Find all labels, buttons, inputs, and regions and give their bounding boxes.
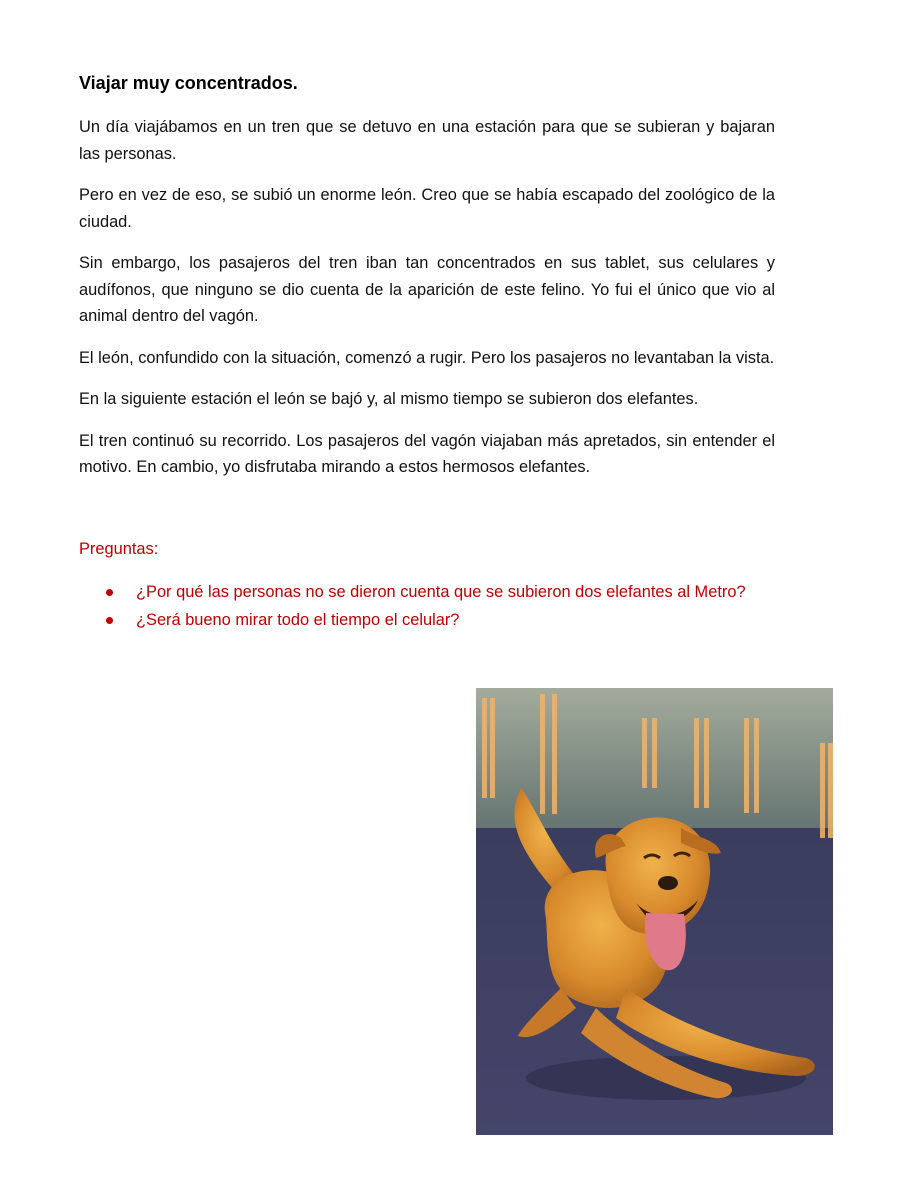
- question-text: ¿Por qué las personas no se dieron cuenta que se subieron dos elefantes al Metro?: [136, 582, 746, 601]
- story-paragraph: Sin embargo, los pasajeros del tren iban tan concentrados en sus tablet, sus celulares y audífonos, que ninguno se dio cuenta de la aparición de este felino. Yo fui el único que vio al animal dentro del vagón.: [79, 254, 775, 325]
- story-paragraph: En la siguiente estación el león se bajó y, al mismo tiempo se subieron dos elefantes.: [79, 390, 699, 408]
- story-paragraph: El león, confundido con la situación, comenzó a rugir. Pero los pasajeros no levantaban la vista.: [79, 348, 775, 367]
- questions-list: [79, 578, 775, 634]
- question-item: [79, 606, 775, 634]
- bullet-icon: [106, 589, 113, 596]
- question-item: [79, 578, 775, 606]
- question-text: ¿Será bueno mirar todo el tiempo el celular?: [136, 610, 460, 629]
- story-content: [79, 70, 775, 634]
- dog-illustration: [476, 688, 833, 1135]
- questions-heading: Preguntas:: [79, 539, 159, 558]
- dog-nose: [658, 876, 678, 890]
- story-paragraph: Un día viajábamos en un tren que se detuvo en una estación para que se subieran y bajaran las personas.: [79, 118, 775, 163]
- story-title: Viajar muy concentrados.: [79, 73, 298, 93]
- story-paragraph: El tren continuó su recorrido. Los pasajeros del vagón viajaban más apretados, sin entender el motivo. En cambio, yo disfrutaba mirando a estos hermosos elefantes.: [79, 431, 775, 476]
- story-paragraph: Pero en vez de eso, se subió un enorme león. Creo que se había escapado del zoológico de la ciudad.: [79, 186, 775, 231]
- bullet-icon: [106, 617, 113, 624]
